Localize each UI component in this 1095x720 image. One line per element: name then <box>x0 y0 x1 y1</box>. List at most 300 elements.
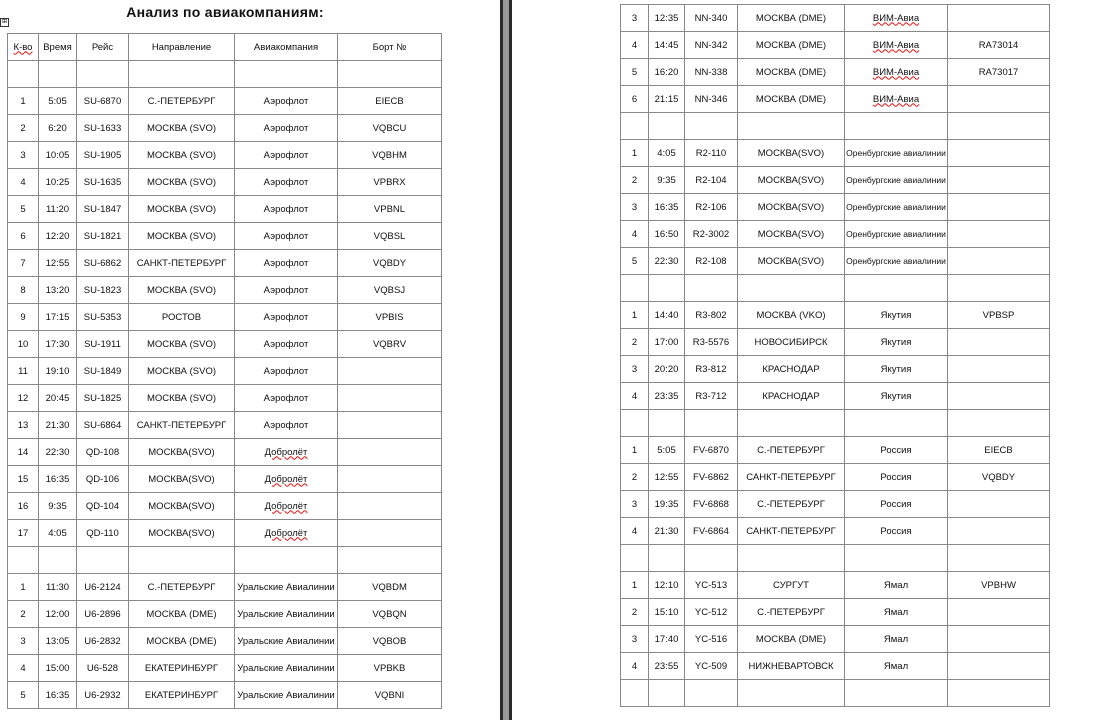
cell-count[interactable] <box>8 61 39 88</box>
cell-destination[interactable] <box>738 599 845 626</box>
cell-airline[interactable] <box>235 601 338 628</box>
cell-flight[interactable] <box>685 275 738 302</box>
cell-flight[interactable] <box>77 547 129 574</box>
cell-destination[interactable] <box>129 628 235 655</box>
cell-count[interactable] <box>8 412 39 439</box>
cell-time[interactable] <box>649 491 685 518</box>
cell-time[interactable] <box>39 655 77 682</box>
cell-time[interactable] <box>39 439 77 466</box>
cell-flight[interactable] <box>77 169 129 196</box>
cell-airline[interactable] <box>845 329 948 356</box>
cell-count[interactable] <box>8 358 39 385</box>
cell-destination[interactable] <box>129 250 235 277</box>
cell-count[interactable] <box>8 223 39 250</box>
cell-flight[interactable] <box>685 167 738 194</box>
cell-flight[interactable] <box>77 331 129 358</box>
cell-time[interactable] <box>39 115 77 142</box>
cell-time[interactable] <box>649 32 685 59</box>
cell-time[interactable] <box>649 545 685 572</box>
cell-flight[interactable] <box>77 574 129 601</box>
cell-count[interactable] <box>621 491 649 518</box>
cell-destination[interactable] <box>129 142 235 169</box>
cell-flight[interactable] <box>685 464 738 491</box>
cell-destination[interactable] <box>129 520 235 547</box>
cell-destination[interactable] <box>129 169 235 196</box>
cell-airline[interactable] <box>235 385 338 412</box>
cell-destination[interactable] <box>738 572 845 599</box>
cell-board[interactable] <box>338 250 442 277</box>
cell-count[interactable] <box>621 275 649 302</box>
table-move-handle-icon[interactable]: ⊞ <box>1 19 8 25</box>
cell-time[interactable] <box>39 250 77 277</box>
cell-flight[interactable] <box>685 302 738 329</box>
cell-time[interactable] <box>39 358 77 385</box>
cell-count[interactable] <box>621 59 649 86</box>
cell-board[interactable] <box>338 61 442 88</box>
cell-flight[interactable] <box>77 88 129 115</box>
cell-time[interactable] <box>649 59 685 86</box>
cell-airline[interactable] <box>845 221 948 248</box>
cell-board[interactable] <box>338 169 442 196</box>
cell-airline[interactable] <box>845 437 948 464</box>
cell-board[interactable] <box>338 466 442 493</box>
cell-time[interactable] <box>39 385 77 412</box>
cell-count[interactable] <box>8 115 39 142</box>
cell-board[interactable] <box>338 493 442 520</box>
cell-count[interactable] <box>621 32 649 59</box>
cell-flight[interactable] <box>685 194 738 221</box>
cell-count[interactable] <box>8 439 39 466</box>
cell-count[interactable] <box>621 329 649 356</box>
cell-destination[interactable] <box>738 32 845 59</box>
cell-flight[interactable] <box>77 682 129 709</box>
cell-flight[interactable] <box>77 358 129 385</box>
cell-destination[interactable] <box>129 682 235 709</box>
cell-airline[interactable] <box>845 626 948 653</box>
cell-destination[interactable] <box>738 5 845 32</box>
cell-destination[interactable] <box>738 680 845 707</box>
cell-destination[interactable] <box>129 655 235 682</box>
cell-time[interactable] <box>649 167 685 194</box>
cell-destination[interactable] <box>738 329 845 356</box>
cell-count[interactable] <box>621 383 649 410</box>
cell-flight[interactable] <box>77 250 129 277</box>
cell-board[interactable] <box>338 304 442 331</box>
cell-time[interactable] <box>649 437 685 464</box>
cell-airline[interactable] <box>845 275 948 302</box>
cell-airline[interactable] <box>845 491 948 518</box>
cell-board[interactable] <box>948 59 1050 86</box>
cell-count[interactable] <box>8 169 39 196</box>
cell-count[interactable] <box>8 304 39 331</box>
cell-airline[interactable] <box>845 5 948 32</box>
cell-time[interactable] <box>649 680 685 707</box>
cell-time[interactable] <box>39 196 77 223</box>
cell-flight[interactable] <box>77 439 129 466</box>
cell-destination[interactable] <box>129 412 235 439</box>
cell-airline[interactable] <box>845 113 948 140</box>
cell-count[interactable] <box>621 356 649 383</box>
cell-flight[interactable] <box>685 221 738 248</box>
cell-flight[interactable] <box>685 572 738 599</box>
cell-count[interactable] <box>621 653 649 680</box>
cell-board[interactable] <box>948 32 1050 59</box>
cell-airline[interactable] <box>845 140 948 167</box>
cell-board[interactable] <box>338 331 442 358</box>
cell-airline[interactable] <box>845 248 948 275</box>
cell-board[interactable] <box>948 167 1050 194</box>
cell-count[interactable] <box>621 5 649 32</box>
cell-flight[interactable] <box>77 277 129 304</box>
cell-count[interactable] <box>621 167 649 194</box>
cell-destination[interactable] <box>129 61 235 88</box>
cell-time[interactable] <box>39 88 77 115</box>
cell-count[interactable] <box>8 277 39 304</box>
cell-airline[interactable] <box>845 32 948 59</box>
cell-flight[interactable] <box>685 383 738 410</box>
cell-airline[interactable] <box>235 655 338 682</box>
cell-flight[interactable] <box>685 626 738 653</box>
cell-board[interactable] <box>948 5 1050 32</box>
cell-count[interactable] <box>621 545 649 572</box>
cell-destination[interactable] <box>129 547 235 574</box>
cell-flight[interactable] <box>685 356 738 383</box>
cell-count[interactable] <box>8 520 39 547</box>
cell-time[interactable] <box>39 547 77 574</box>
cell-flight[interactable] <box>685 140 738 167</box>
cell-board[interactable] <box>338 142 442 169</box>
cell-board[interactable] <box>948 140 1050 167</box>
cell-flight[interactable] <box>685 86 738 113</box>
cell-flight[interactable] <box>77 412 129 439</box>
cell-time[interactable] <box>649 113 685 140</box>
cell-airline[interactable] <box>845 545 948 572</box>
cell-count[interactable] <box>8 331 39 358</box>
cell-time[interactable] <box>649 329 685 356</box>
cell-destination[interactable] <box>738 626 845 653</box>
cell-time[interactable] <box>649 302 685 329</box>
cell-airline[interactable] <box>845 518 948 545</box>
cell-flight[interactable] <box>77 520 129 547</box>
cell-airline[interactable] <box>845 194 948 221</box>
cell-time[interactable] <box>39 520 77 547</box>
cell-time[interactable] <box>649 275 685 302</box>
cell-flight[interactable] <box>77 655 129 682</box>
cell-flight[interactable] <box>685 32 738 59</box>
cell-time[interactable] <box>39 61 77 88</box>
cell-airline[interactable] <box>235 574 338 601</box>
cell-airline[interactable] <box>235 466 338 493</box>
cell-destination[interactable] <box>738 545 845 572</box>
cell-time[interactable] <box>39 682 77 709</box>
cell-destination[interactable] <box>738 140 845 167</box>
cell-board[interactable] <box>338 358 442 385</box>
cell-destination[interactable] <box>129 385 235 412</box>
cell-time[interactable] <box>39 331 77 358</box>
cell-flight[interactable] <box>77 61 129 88</box>
cell-count[interactable] <box>8 682 39 709</box>
cell-flight[interactable] <box>685 410 738 437</box>
cell-airline[interactable] <box>235 412 338 439</box>
cell-time[interactable] <box>649 248 685 275</box>
cell-flight[interactable] <box>685 545 738 572</box>
cell-time[interactable] <box>39 412 77 439</box>
cell-flight[interactable] <box>77 466 129 493</box>
cell-count[interactable] <box>621 140 649 167</box>
cell-airline[interactable] <box>845 59 948 86</box>
cell-destination[interactable] <box>129 304 235 331</box>
cell-time[interactable] <box>39 223 77 250</box>
cell-destination[interactable] <box>129 358 235 385</box>
cell-time[interactable] <box>649 356 685 383</box>
cell-destination[interactable] <box>738 383 845 410</box>
cell-count[interactable] <box>8 547 39 574</box>
cell-time[interactable] <box>649 221 685 248</box>
cell-destination[interactable] <box>129 277 235 304</box>
cell-flight[interactable] <box>77 142 129 169</box>
cell-board[interactable] <box>338 88 442 115</box>
cell-destination[interactable] <box>738 464 845 491</box>
cell-airline[interactable] <box>235 547 338 574</box>
cell-time[interactable] <box>39 277 77 304</box>
cell-board[interactable] <box>948 194 1050 221</box>
cell-board[interactable] <box>338 196 442 223</box>
cell-destination[interactable] <box>129 574 235 601</box>
cell-board[interactable] <box>948 221 1050 248</box>
cell-time[interactable] <box>39 142 77 169</box>
cell-board[interactable] <box>338 601 442 628</box>
cell-flight[interactable] <box>77 196 129 223</box>
cell-count[interactable] <box>621 221 649 248</box>
cell-destination[interactable] <box>738 275 845 302</box>
cell-destination[interactable] <box>738 248 845 275</box>
cell-airline[interactable] <box>235 169 338 196</box>
cell-flight[interactable] <box>77 628 129 655</box>
cell-board[interactable] <box>338 115 442 142</box>
cell-count[interactable] <box>621 599 649 626</box>
cell-flight[interactable] <box>77 223 129 250</box>
cell-count[interactable] <box>8 88 39 115</box>
cell-airline[interactable] <box>845 86 948 113</box>
cell-airline[interactable] <box>235 277 338 304</box>
cell-airline[interactable] <box>845 680 948 707</box>
cell-flight[interactable] <box>77 493 129 520</box>
cell-flight[interactable] <box>77 601 129 628</box>
cell-destination[interactable] <box>129 196 235 223</box>
cell-count[interactable] <box>8 601 39 628</box>
cell-board[interactable] <box>948 302 1050 329</box>
cell-flight[interactable] <box>77 304 129 331</box>
cell-destination[interactable] <box>129 88 235 115</box>
cell-airline[interactable] <box>235 115 338 142</box>
cell-count[interactable] <box>621 410 649 437</box>
cell-time[interactable] <box>39 574 77 601</box>
cell-board[interactable] <box>338 439 442 466</box>
cell-destination[interactable] <box>129 466 235 493</box>
cell-board[interactable] <box>948 248 1050 275</box>
cell-airline[interactable] <box>235 61 338 88</box>
cell-airline[interactable] <box>235 250 338 277</box>
cell-airline[interactable] <box>235 358 338 385</box>
cell-board[interactable] <box>338 574 442 601</box>
cell-destination[interactable] <box>738 194 845 221</box>
cell-board[interactable] <box>948 464 1050 491</box>
cell-destination[interactable] <box>738 221 845 248</box>
cell-count[interactable] <box>621 680 649 707</box>
cell-board[interactable] <box>338 412 442 439</box>
cell-airline[interactable] <box>235 304 338 331</box>
cell-flight[interactable] <box>77 115 129 142</box>
cell-time[interactable] <box>649 572 685 599</box>
cell-board[interactable] <box>948 518 1050 545</box>
cell-airline[interactable] <box>235 223 338 250</box>
cell-destination[interactable] <box>129 439 235 466</box>
cell-airline[interactable] <box>845 653 948 680</box>
cell-airline[interactable] <box>235 682 338 709</box>
cell-board[interactable] <box>948 410 1050 437</box>
cell-airline[interactable] <box>845 383 948 410</box>
cell-board[interactable] <box>948 329 1050 356</box>
cell-board[interactable] <box>338 520 442 547</box>
cell-airline[interactable] <box>845 464 948 491</box>
cell-board[interactable] <box>948 653 1050 680</box>
cell-count[interactable] <box>621 626 649 653</box>
cell-flight[interactable] <box>685 518 738 545</box>
cell-time[interactable] <box>649 626 685 653</box>
cell-destination[interactable] <box>738 59 845 86</box>
cell-flight[interactable] <box>685 653 738 680</box>
cell-destination[interactable] <box>738 113 845 140</box>
cell-flight[interactable] <box>685 5 738 32</box>
cell-flight[interactable] <box>685 59 738 86</box>
cell-flight[interactable] <box>685 248 738 275</box>
cell-time[interactable] <box>39 304 77 331</box>
cell-airline[interactable] <box>235 331 338 358</box>
cell-time[interactable] <box>649 518 685 545</box>
cell-board[interactable] <box>948 113 1050 140</box>
cell-time[interactable] <box>649 410 685 437</box>
cell-count[interactable] <box>8 250 39 277</box>
cell-destination[interactable] <box>129 493 235 520</box>
cell-count[interactable] <box>621 437 649 464</box>
cell-destination[interactable] <box>738 437 845 464</box>
cell-destination[interactable] <box>738 653 845 680</box>
cell-airline[interactable] <box>845 356 948 383</box>
cell-count[interactable] <box>8 196 39 223</box>
cell-board[interactable] <box>948 356 1050 383</box>
cell-destination[interactable] <box>129 601 235 628</box>
cell-count[interactable] <box>621 464 649 491</box>
cell-count[interactable] <box>621 86 649 113</box>
cell-time[interactable] <box>39 466 77 493</box>
cell-time[interactable] <box>39 601 77 628</box>
cell-destination[interactable] <box>738 302 845 329</box>
cell-count[interactable] <box>621 302 649 329</box>
cell-board[interactable] <box>948 383 1050 410</box>
cell-time[interactable] <box>649 599 685 626</box>
cell-board[interactable] <box>338 547 442 574</box>
cell-time[interactable] <box>39 628 77 655</box>
cell-time[interactable] <box>39 493 77 520</box>
cell-airline[interactable] <box>235 142 338 169</box>
cell-time[interactable] <box>649 464 685 491</box>
cell-time[interactable] <box>649 653 685 680</box>
cell-airline[interactable] <box>845 599 948 626</box>
cell-flight[interactable] <box>685 491 738 518</box>
cell-airline[interactable] <box>235 628 338 655</box>
cell-time[interactable] <box>649 5 685 32</box>
cell-airline[interactable] <box>235 196 338 223</box>
cell-airline[interactable] <box>235 439 338 466</box>
cell-board[interactable] <box>338 223 442 250</box>
cell-time[interactable] <box>39 169 77 196</box>
cell-count[interactable] <box>621 518 649 545</box>
cell-destination[interactable] <box>129 115 235 142</box>
cell-count[interactable] <box>621 194 649 221</box>
cell-board[interactable] <box>338 655 442 682</box>
cell-flight[interactable] <box>685 329 738 356</box>
cell-board[interactable] <box>948 599 1050 626</box>
cell-count[interactable] <box>621 248 649 275</box>
cell-airline[interactable] <box>845 302 948 329</box>
cell-destination[interactable] <box>738 167 845 194</box>
cell-destination[interactable] <box>738 410 845 437</box>
cell-board[interactable] <box>948 572 1050 599</box>
cell-board[interactable] <box>948 545 1050 572</box>
cell-count[interactable] <box>621 572 649 599</box>
cell-count[interactable] <box>8 493 39 520</box>
cell-flight[interactable] <box>77 385 129 412</box>
cell-board[interactable] <box>948 275 1050 302</box>
cell-board[interactable] <box>948 86 1050 113</box>
cell-destination[interactable] <box>738 491 845 518</box>
cell-board[interactable] <box>948 437 1050 464</box>
cell-count[interactable] <box>621 113 649 140</box>
cell-airline[interactable] <box>235 88 338 115</box>
cell-destination[interactable] <box>738 518 845 545</box>
cell-count[interactable] <box>8 142 39 169</box>
cell-time[interactable] <box>649 194 685 221</box>
cell-board[interactable] <box>338 277 442 304</box>
cell-board[interactable] <box>338 628 442 655</box>
cell-board[interactable] <box>338 385 442 412</box>
cell-board[interactable] <box>948 680 1050 707</box>
cell-flight[interactable] <box>685 680 738 707</box>
cell-airline[interactable] <box>845 572 948 599</box>
cell-destination[interactable] <box>129 223 235 250</box>
cell-board[interactable] <box>338 682 442 709</box>
cell-airline[interactable] <box>235 520 338 547</box>
cell-board[interactable] <box>948 491 1050 518</box>
cell-airline[interactable] <box>845 410 948 437</box>
cell-airline[interactable] <box>845 167 948 194</box>
cell-board[interactable] <box>948 626 1050 653</box>
cell-destination[interactable] <box>738 86 845 113</box>
cell-destination[interactable] <box>129 331 235 358</box>
cell-time[interactable] <box>649 140 685 167</box>
cell-flight[interactable] <box>685 437 738 464</box>
cell-destination[interactable] <box>738 356 845 383</box>
cell-time[interactable] <box>649 383 685 410</box>
cell-count[interactable] <box>8 628 39 655</box>
cell-time[interactable] <box>649 86 685 113</box>
cell-count[interactable] <box>8 655 39 682</box>
cell-count[interactable] <box>8 574 39 601</box>
cell-flight[interactable] <box>685 599 738 626</box>
cell-count[interactable] <box>8 466 39 493</box>
cell-airline[interactable] <box>235 493 338 520</box>
cell-flight[interactable] <box>685 113 738 140</box>
